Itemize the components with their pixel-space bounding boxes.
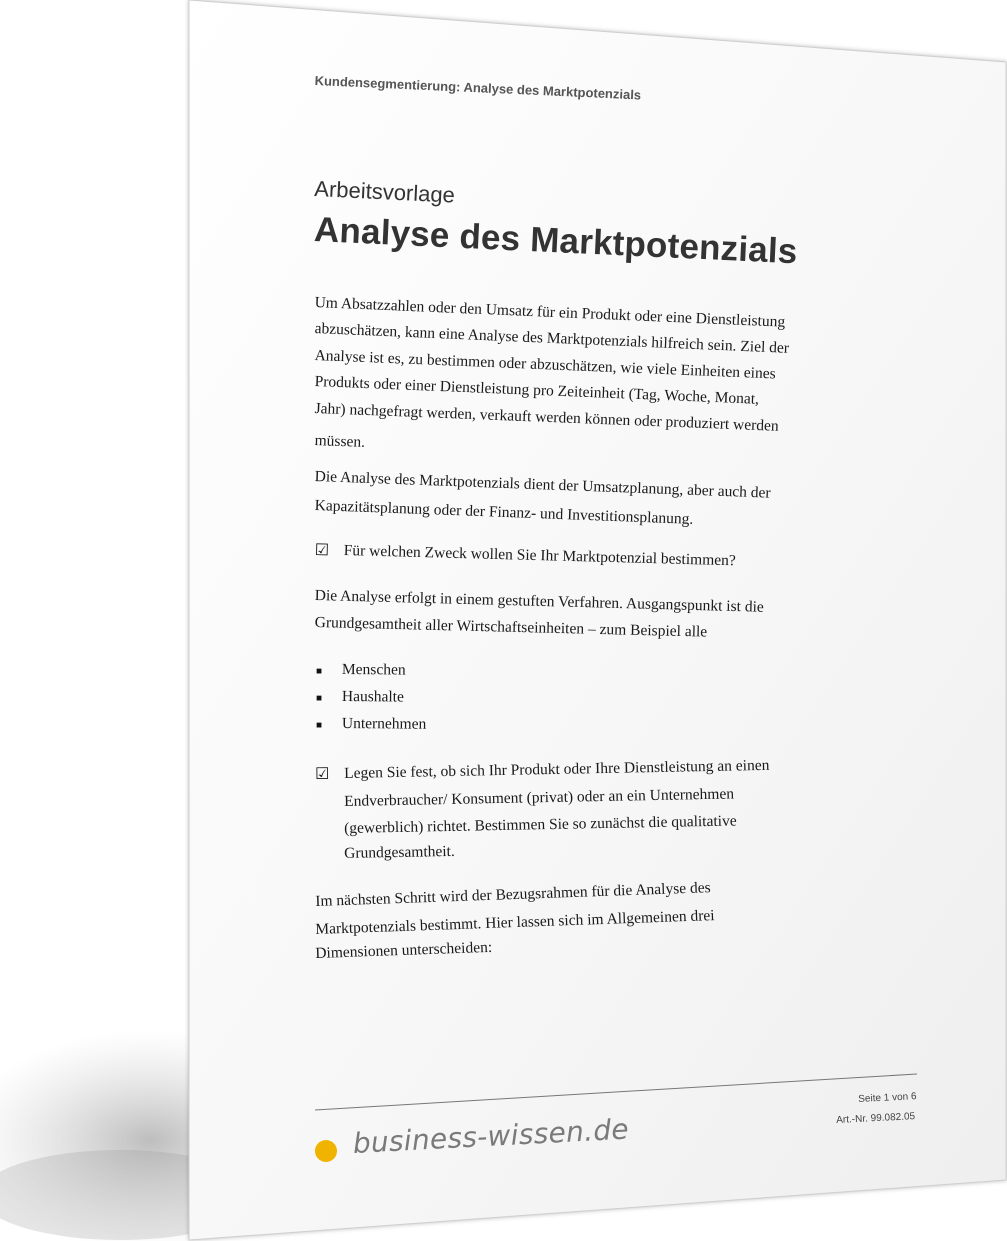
- paragraph-1-line-5: Jahr) nachgefragt werden, verkauft werden können oder produziert werden: [314, 400, 780, 435]
- paragraph-4-line-2: Marktpotenzials bestimmt. Hier lassen sich im Allgemeinen drei: [315, 907, 715, 938]
- article-number: Art.-Nr. 99.082.05: [836, 1111, 916, 1126]
- paragraph-3-line-1: Die Analyse erfolgt in einem gestuften Verfahren. Ausgangspunkt ist die: [314, 587, 764, 616]
- checkbox-icon: ☑: [315, 765, 330, 783]
- check-item-1: Für welchen Zweck wollen Sie Ihr Marktpotenzial bestimmen?: [343, 542, 736, 570]
- bullet-item: Unternehmen: [341, 715, 427, 733]
- running-header: Kundensegmentierung: Analyse des Marktpotenzials: [314, 73, 642, 103]
- paragraph-1-line-3: Analyse ist es, zu bestimmen oder abzuschätzen, wie viele Einheiten eines: [314, 347, 777, 383]
- check-item-2-line-1: Legen Sie fest, ob sich Ihr Produkt oder Ihre Dienstleistung an einen: [344, 756, 770, 782]
- paragraph-1-line-1: Um Absatzzahlen oder den Umsatz für ein Produkt oder eine Dienstleistung: [314, 294, 786, 331]
- bullet-icon: ■: [316, 693, 323, 704]
- paragraph-2-line-2: Kapazitätsplanung oder der Finanz- und Investitionsplanung.: [314, 497, 694, 528]
- bullet-icon: ■: [316, 720, 323, 731]
- checkbox-icon: ☑: [314, 541, 330, 560]
- bullet-item: Menschen: [341, 661, 406, 679]
- paragraph-3-line-2: Grundgesamtheit aller Wirtschaftseinheiten – zum Beispiel alle: [314, 614, 708, 641]
- bullet-item: Haushalte: [341, 688, 404, 706]
- paragraph-1-line-2: abzuschätzen, kann eine Analyse des Marktpotenzials hilfreich sein. Ziel der: [314, 320, 790, 357]
- logo-dot-icon: [315, 1140, 337, 1162]
- document-subtitle: Arbeitsvorlage: [313, 176, 456, 208]
- paragraph-1-line-6: müssen.: [314, 432, 366, 451]
- logo-text: business-wissen.de: [352, 1112, 630, 1160]
- paragraph-1-line-4: Produkts oder einer Dienstleistung pro Zeiteinheit (Tag, Woche, Monat,: [314, 373, 760, 408]
- document-title: Analyse des Marktpotenzials: [313, 210, 799, 272]
- check-item-2-line-3: (gewerblich) richtet. Bestimmen Sie so zunächst die qualitative: [344, 812, 737, 837]
- check-item-2-line-2: Endverbraucher/ Konsument (privat) oder an ein Unternehmen: [344, 785, 735, 810]
- paragraph-2-line-1: Die Analyse des Marktpotenzials dient der Umsatzplanung, aber auch der: [314, 468, 771, 502]
- bullet-icon: ■: [316, 666, 323, 677]
- paragraph-4-line-1: Im nächsten Schritt wird der Bezugsrahmen für die Analyse des: [315, 879, 711, 910]
- check-item-2-line-4: Grundgesamtheit.: [344, 842, 455, 862]
- paragraph-4-line-3: Dimensionen unterscheiden:: [315, 938, 493, 962]
- page-number: Seite 1 von 6: [858, 1091, 917, 1105]
